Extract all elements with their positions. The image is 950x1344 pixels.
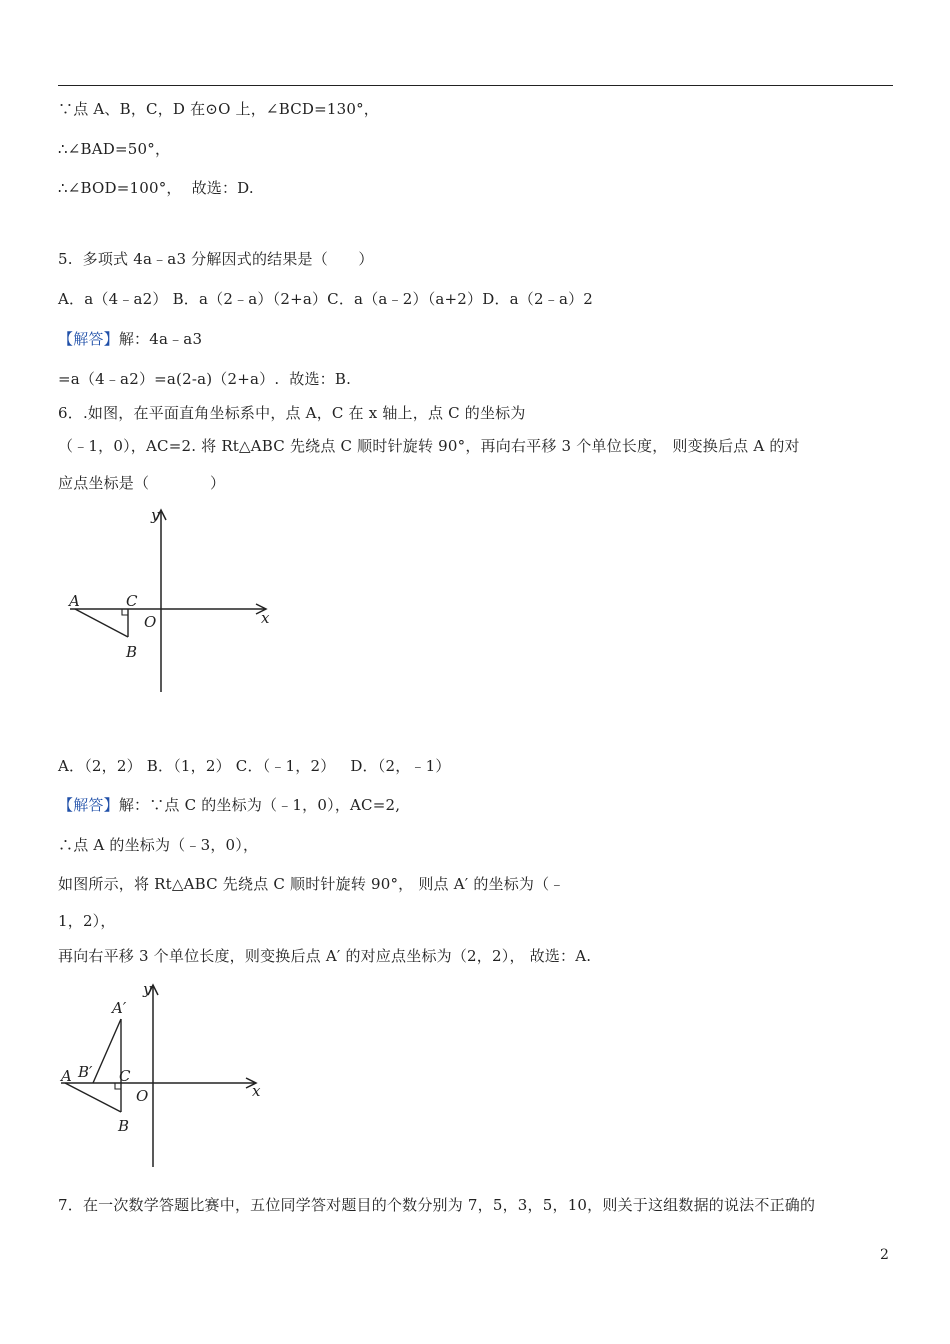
question-5-options: A．a（4﹣a2） B．a（2﹣a）（2+a）C．a（a﹣2）（a+2）D．a（2﹣a）2 [58,290,594,308]
text-line: ∴∠BOD=100°， 故选：D. [58,179,254,197]
header-rule [58,85,893,86]
question-7: 7．在一次数学答题比赛中，五位同学答对题目的个数分别为 7，5，3，5，10，则关于这组数据的说法不正确的 [58,1196,816,1214]
origin-label: O [136,1087,149,1105]
x-axis-label: x [252,1082,261,1100]
point-b-prime-label: B′ [78,1063,93,1081]
y-axis-label: y [151,506,160,524]
point-c-label: C [119,1067,131,1085]
text-line: 再向右平移 3 个单位长度，则变换后点 A′ 的对应点坐标为（2，2）， 故选：A. [58,947,592,965]
text-line: ∴∠BAD=50°， [58,140,171,158]
question-5: 5. 多项式 4a﹣a3 分解因式的结果是（ ） [58,250,374,268]
text-line: ∴点 A 的坐标为（﹣3，0）， [58,836,259,854]
answer-tag: 【解答】 [58,796,119,814]
origin-label: O [144,613,157,631]
point-c-label: C [126,592,138,610]
text-line: 1，2）， [58,912,116,930]
text-line: ∵点 A、B，C，D 在⊙O 上，∠BCD=130°， [58,100,380,118]
point-a-prime-label: A′ [112,999,127,1017]
question-6-cont: 应点坐标是（ ） [58,474,226,492]
figure-2 [55,975,275,1175]
figure-1 [60,500,280,700]
point-a-label: A [69,592,80,610]
point-a-label: A [61,1067,72,1085]
question-6: 6．.如图，在平面直角坐标系中，点 A，C 在 x 轴上，点 C 的坐标为 [58,404,526,422]
answer-5-line [58,329,202,349]
text-line: =a（4﹣a2）=a(2-a)（2+a）. 故选：B. [58,370,352,388]
question-6-cont: （﹣1，0），AC=2. 将 Rt△ABC 先绕点 C 顺时针旋转 90°，再向右平移 3 个单位长度， 则变换后点 A 的对 [58,437,800,455]
text-line: 如图所示，将 Rt△ABC 先绕点 C 顺时针旋转 90°， 则点 A′ 的坐标为（﹣ [58,875,565,893]
y-axis-label: y [143,980,152,998]
question-6-options: A．（2，2） B．（1，2） C．（﹣1，2） D．（2，﹣1） [58,757,451,775]
answer-text: 解：4a﹣a3 [118,330,203,348]
answer-tag: 【解答】 [58,330,119,348]
point-b-label: B [126,643,138,661]
answer-6-line [58,795,400,815]
page-number: 2 [880,1247,889,1263]
point-b-label: B [118,1117,130,1135]
answer-text: 解：∵点 C 的坐标为（﹣1，0），AC=2, [118,796,401,814]
x-axis-label: x [261,609,270,627]
